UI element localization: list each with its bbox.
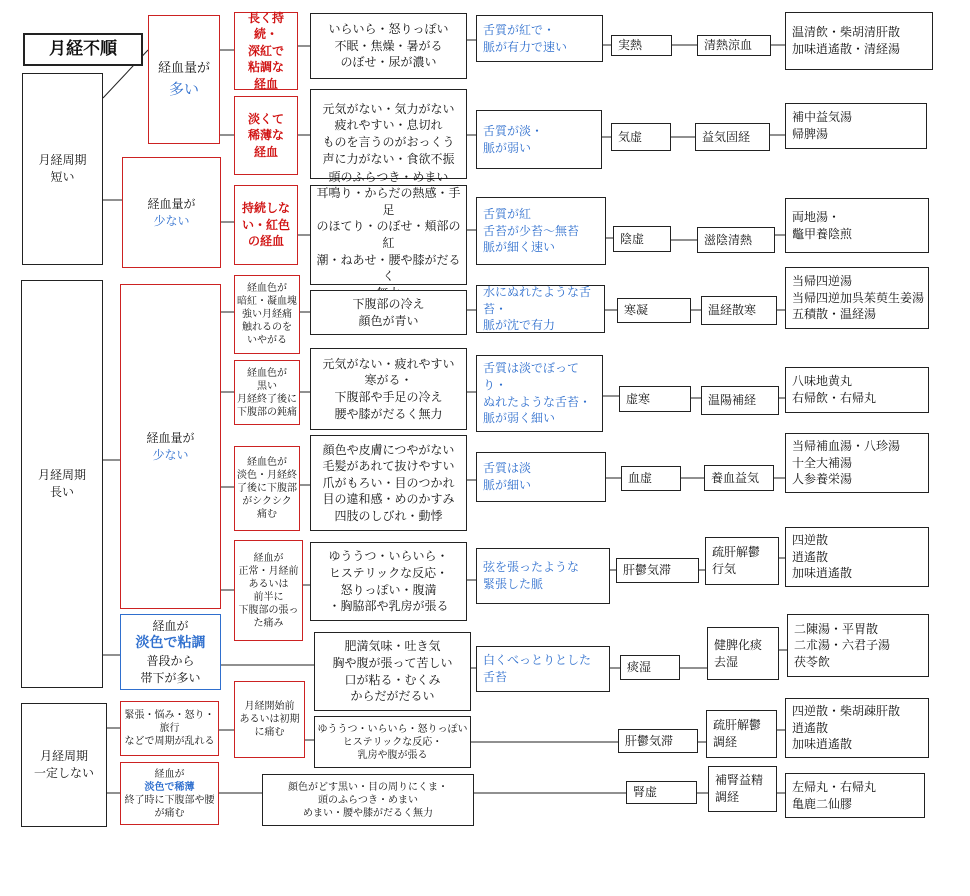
- amount-short-few-label: 経血量が 少ない: [147, 196, 196, 228]
- symptom-box-4: 下腹部の冷え 顔色が青い: [310, 290, 467, 335]
- symptom-box-6: 顔色や皮膚につやがない 毛髪があれて抜けやすい 爪がもろい・目のつかれ 目の違和感・めのかすみ 四肢のしびれ・動悸: [310, 435, 467, 531]
- blood-box-2: 淡くて 稀薄な 経血: [234, 96, 298, 175]
- amount-short-few: [122, 157, 221, 268]
- pattern-box-7: 肝鬱気滞: [616, 558, 699, 583]
- treatment-box-1: 清熱涼血: [697, 35, 771, 56]
- formula-box-1: 温清飲・柴胡清肝散 加味逍遙散・清経湯: [785, 12, 933, 70]
- pattern-box-10: 腎虚: [626, 781, 697, 804]
- blood-box-3: 持続しな い・紅色 の経血: [234, 185, 298, 265]
- symptom-box-2: 元気がない・気力がない 疲れやすい・息切れ ものを言うのがおっくう 声に力がない・食欲不振: [310, 89, 467, 179]
- tongue-box-8: 白くべっとりとした 舌苔: [476, 646, 610, 692]
- tongue-box-3: 舌質が紅 舌苔が少苔～無苔 脈が細く速い: [476, 197, 606, 265]
- formula-box-3: 両地湯・ 鼈甲養陰煎: [785, 198, 929, 253]
- blood-box-8: 月経開始前 あるいは初期 に痛む: [234, 681, 305, 758]
- treatment-box-9: 疏肝解鬱 調経: [706, 710, 777, 758]
- amount-long-pale: [120, 614, 221, 690]
- tongue-box-4: 水にぬれたような舌苔・ 脈が沈で有力: [476, 285, 605, 333]
- treatment-box-5: 温陽補経: [701, 386, 779, 415]
- blood-box-6: 経血色が 淡色・月経終 了後に下腹部 がシクシク 痛む: [234, 446, 300, 531]
- amount-irr-pale: [120, 762, 219, 825]
- amount-long-few: [120, 284, 221, 609]
- formula-box-2: 補中益気湯 帰脾湯: [785, 103, 927, 149]
- symptom-box-5: 元気がない・疲れやすい 寒がる・ 下腹部や手足の冷え 腰や膝がだるく無力: [310, 348, 467, 430]
- formula-box-5: 八味地黄丸 右帰飲・右帰丸: [785, 367, 929, 413]
- formula-box-9: 四逆散・柴胡疎肝散 逍遙散 加味逍遙散: [785, 698, 929, 758]
- amount-irr-stress: 緊張・悩み・怒り・旅行 などで周期が乱れる: [120, 701, 219, 756]
- cycle-long-box: 月経周期 長い: [21, 280, 103, 688]
- tongue-box-5: 舌質は淡でぼってり・ ぬれたような舌苔・ 脈が弱く細い: [476, 355, 603, 432]
- pattern-box-8: 痰湿: [620, 655, 680, 680]
- symptom-box-8: 肥満気味・吐き気 胸や腹が張って苦しい 口が粘る・むくみ からだがだるい: [314, 632, 471, 711]
- pattern-box-5: 虚寒: [619, 386, 691, 412]
- treatment-box-2: 益気固経: [695, 123, 770, 151]
- pattern-box-1: 実熱: [611, 35, 672, 56]
- amount-short-many: [148, 15, 220, 144]
- amount-irr-pale-label: 経血が 淡色で稀薄 終了時に下腹部や腰 が痛む: [124, 768, 215, 819]
- blood-box-1: 長く持続・ 深紅で 粘調な 経血: [234, 12, 298, 90]
- cycle-short-box: 月経周期 短い: [22, 73, 103, 265]
- pattern-box-2: 気虚: [611, 123, 671, 151]
- cycle-irregular-box: 月経周期 一定しない: [21, 703, 107, 827]
- symptom-box-1: いらいら・怒りっぽい 不眠・焦燥・暑がる のぼせ・尿が濃い: [310, 13, 467, 79]
- page-title: 月経不順: [23, 33, 143, 66]
- pattern-box-3: 陰虚: [613, 226, 671, 252]
- formula-box-10: 左帰丸・右帰丸 亀鹿二仙膠: [785, 773, 925, 818]
- formula-box-4: 当帰四逆湯 当帰四逆加呉茱萸生姜湯 五積散・温経湯: [785, 267, 929, 329]
- treatment-box-8: 健脾化痰 去湿: [707, 627, 779, 680]
- formula-box-8: 二陳湯・平胃散 二朮湯・六君子湯 茯苓飲: [787, 614, 929, 677]
- treatment-box-4: 温経散寒: [701, 296, 777, 325]
- treatment-box-10: 補腎益精 調経: [708, 766, 777, 812]
- pattern-box-6: 血虚: [621, 466, 681, 491]
- tongue-box-2: 舌質が淡・ 脈が弱い: [476, 110, 602, 169]
- amount-long-few-label: 経血量が 少ない: [146, 430, 195, 462]
- tongue-box-7: 弦を張ったような 緊張した脈: [476, 548, 610, 604]
- blood-box-7: 経血が 正常・月経前 あるいは 前半に 下腹部の張っ た痛み: [234, 540, 303, 641]
- symptom-box-3: 耳鳴り・からだの熱感・手足 のほてり・のぼせ・頬部の紅 潮・ねあせ・腰や膝がだるく: [310, 185, 467, 285]
- blood-box-4: 経血色が 暗紅・凝血塊 強い月経痛 触れるのを いやがる: [234, 275, 300, 354]
- symptom-box-7: ゆううつ・いらいら・ ヒステリックな反応・ 怒りっぽい・腹満 ・胸脇部や乳房が張る: [310, 542, 467, 621]
- symptom-box-9: ゆううつ・いらいら・怒りっぽい ヒステリックな反応・ 乳房や腹が張る: [314, 716, 471, 768]
- blood-box-5: 経血色が 黒い 月経終了後に 下腹部の鈍痛: [234, 360, 300, 425]
- treatment-box-3: 滋陰清熱: [697, 227, 775, 253]
- formula-box-6: 当帰補血湯・八珍湯 十全大補湯 人参養栄湯: [785, 433, 929, 493]
- pattern-box-4: 寒凝: [617, 298, 691, 323]
- treatment-box-7: 疏肝解鬱 行気: [705, 537, 779, 585]
- tongue-box-1: 舌質が紅で・ 脈が有力で速い: [476, 15, 603, 62]
- symptom-box-10: 顔色がどす黒い・目の周りにくま・ 頭のふらつき・めまい めまい・腰や膝がだるく無力: [262, 774, 474, 826]
- formula-box-7: 四逆散 逍遙散 加味逍遙散: [785, 527, 929, 587]
- amount-short-many-label: 経血量が 多い: [157, 61, 210, 98]
- tongue-box-6: 舌質は淡 脈が細い: [476, 452, 606, 502]
- treatment-box-6: 養血益気: [704, 465, 774, 491]
- pattern-box-9: 肝鬱気滞: [618, 729, 698, 753]
- amount-long-pale-label: 経血が 淡色で粘調 普段から 帯下が多い: [135, 618, 206, 685]
